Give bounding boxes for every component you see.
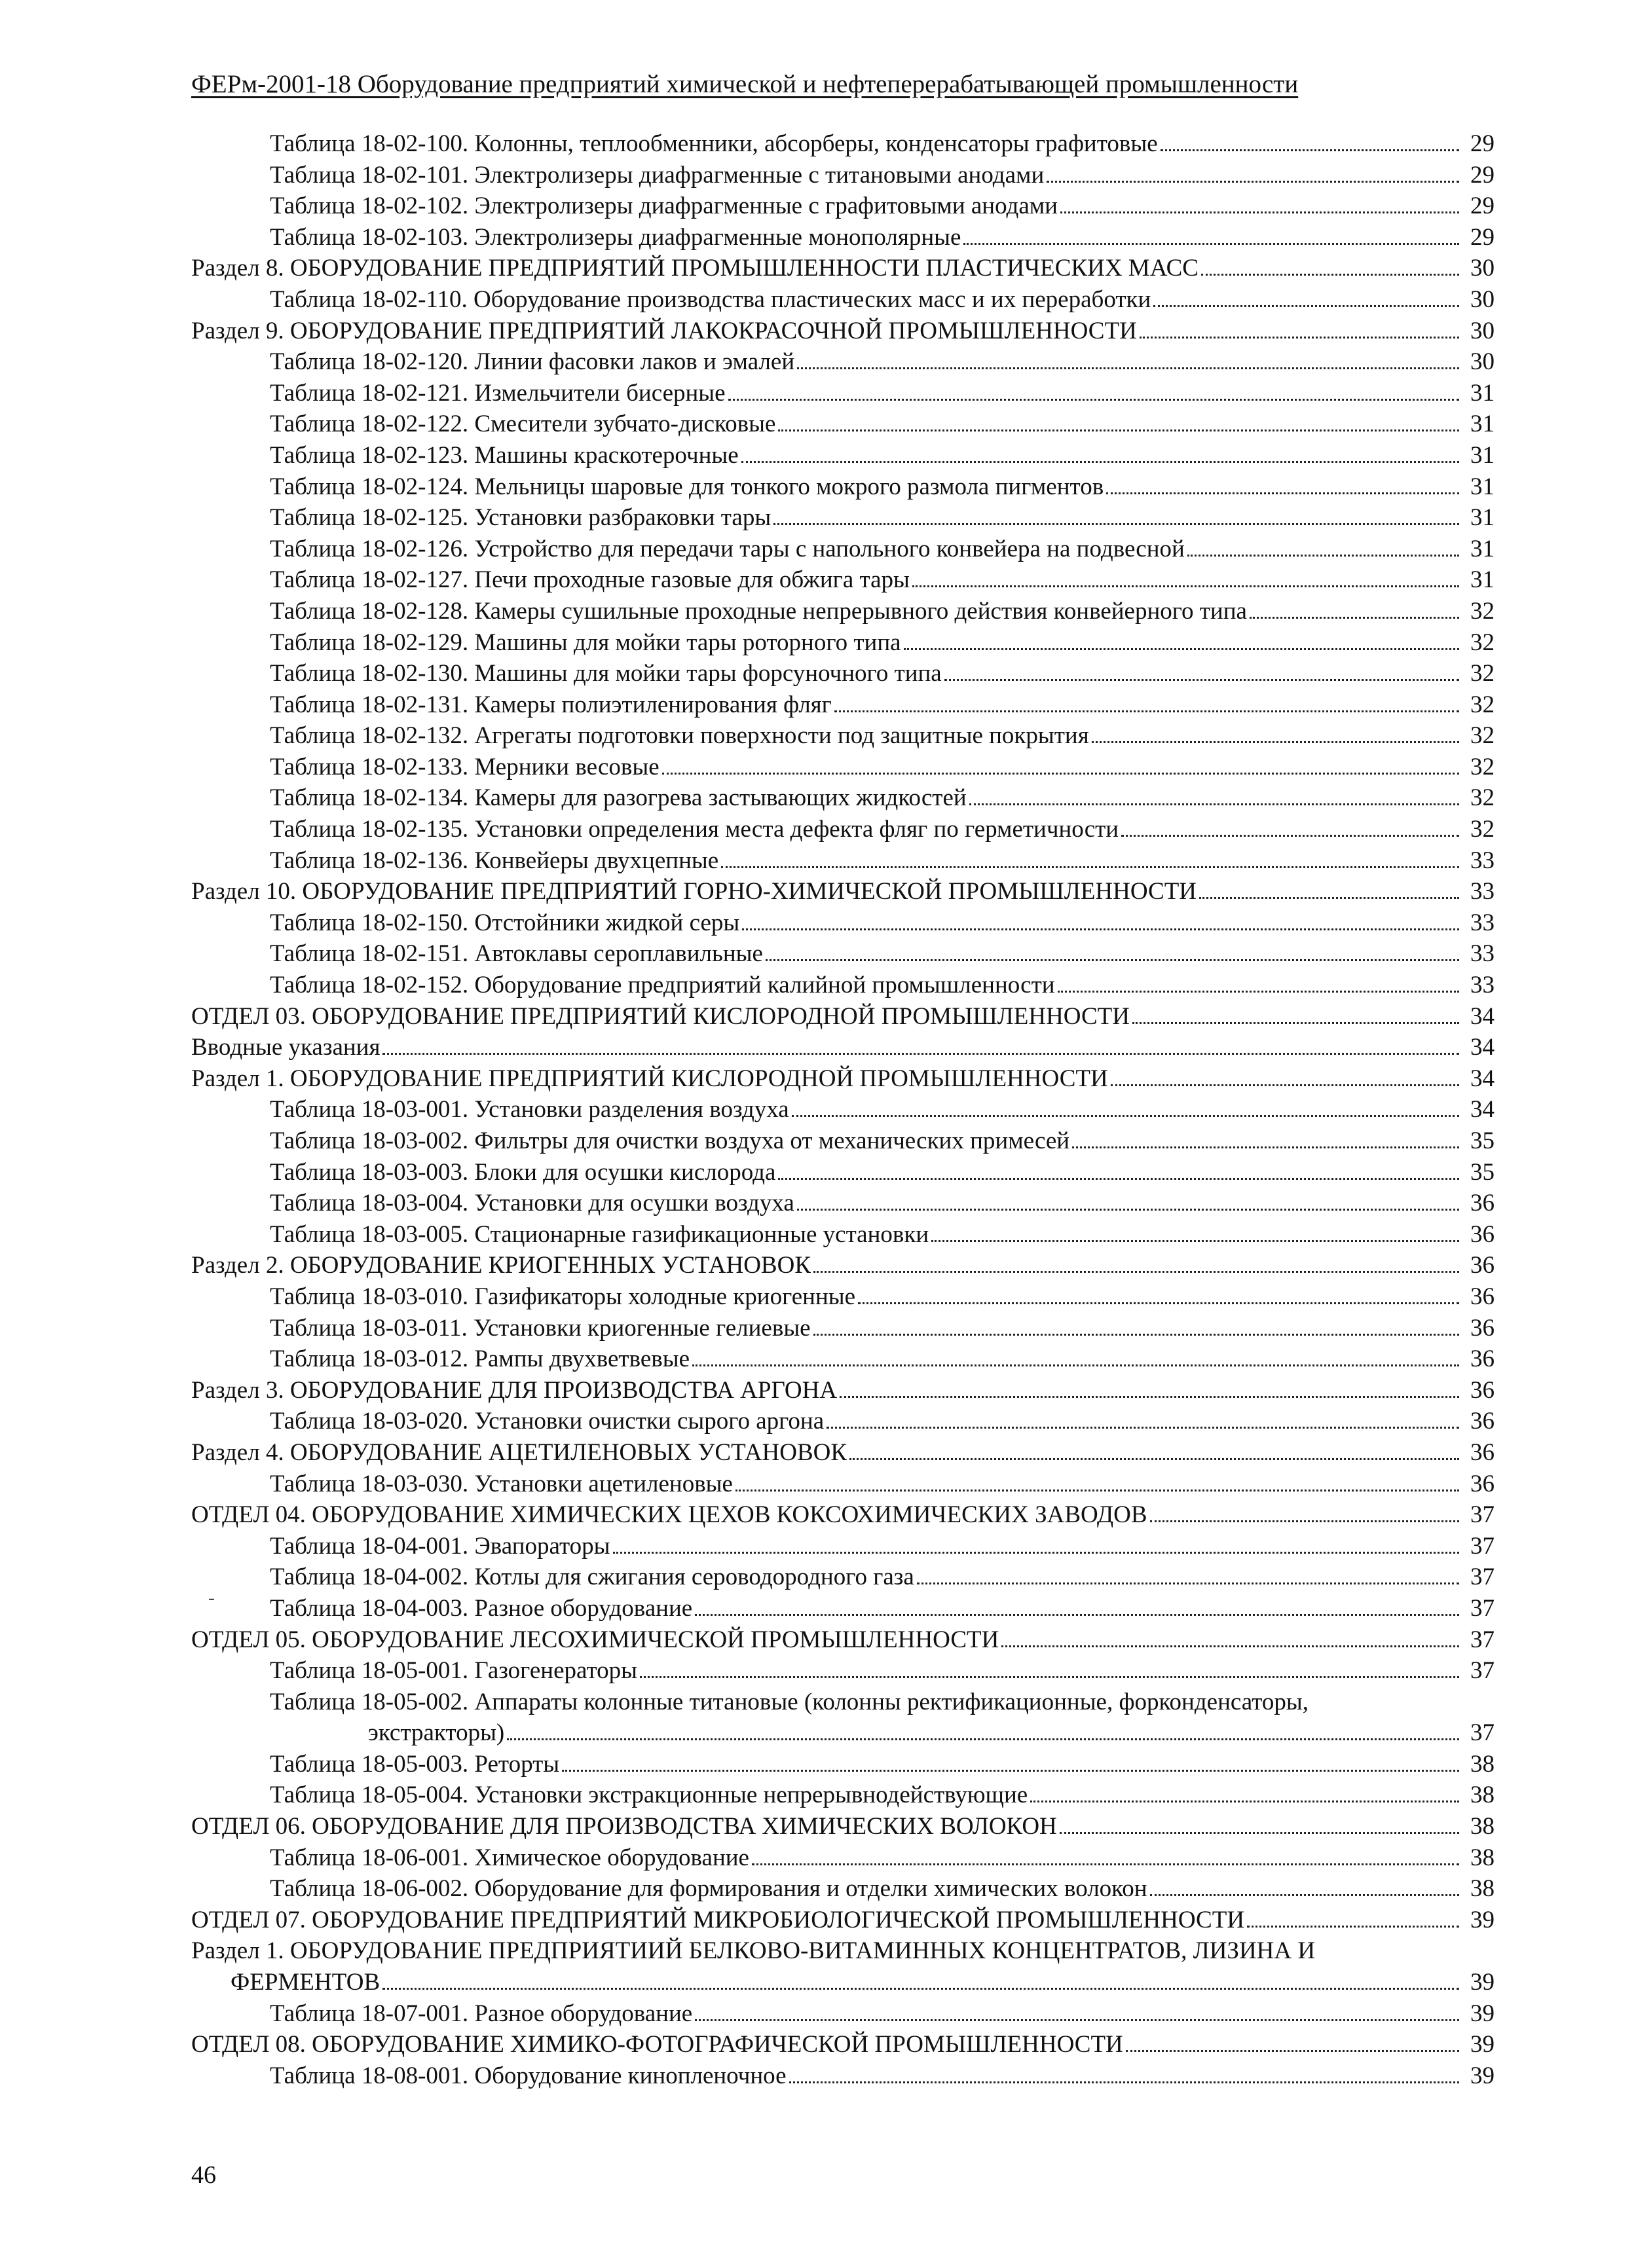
dot-leader (1072, 1146, 1459, 1148)
toc-entry-page: 36 (1470, 1283, 1495, 1310)
toc-entry (191, 1032, 1495, 1063)
toc-entry-label: ОТДЕЛ 03. ОБОРУДОВАНИЕ ПРЕДПРИЯТИЙ КИСЛОРОДНОЙ ПРОМЫШЛЕННОСТИ (191, 1002, 1130, 1030)
toc-entry (191, 409, 1495, 440)
toc-entry-label: Таблица 18-03-001. Установки разделения воздуха (270, 1096, 789, 1124)
dot-leader (741, 460, 1459, 463)
toc-entry-page: 32 (1470, 660, 1495, 687)
toc-entry (191, 1313, 1495, 1344)
toc-entry-label: Таблица 18-05-004. Установки экстракционные непрерывнодействующие (270, 1782, 1028, 1809)
toc-entry-label: Таблица 18-02-121. Измельчители бисерные (270, 379, 726, 407)
toc-entry-page: 34 (1470, 1096, 1495, 1124)
toc-entry-label: Таблица 18-02-136. Конвейеры двухцепные (270, 847, 719, 874)
toc-entry-label: Таблица 18-02-129. Машины для мойки тары роторного типа (270, 629, 901, 656)
dot-leader (695, 1613, 1459, 1616)
dot-leader (1126, 2049, 1459, 2052)
dot-leader (562, 1769, 1459, 1772)
toc-entry-label: Таблица 18-02-131. Камеры полиэтиленирования фляг (270, 691, 832, 718)
toc-entry-label: Таблица 18-02-120. Линии фасовки лаков и эмалей (270, 348, 795, 376)
dot-leader (640, 1675, 1459, 1678)
toc-entry-page: 34 (1470, 1034, 1495, 1061)
toc-entry (191, 160, 1495, 191)
dot-leader (662, 772, 1459, 775)
dot-leader (1111, 1084, 1459, 1086)
dot-leader (1132, 1021, 1459, 1024)
dot-leader (1030, 1800, 1459, 1802)
dot-leader (797, 1208, 1459, 1211)
toc-entry-label: Таблица 18-02-123. Машины краскотерочные (270, 441, 739, 469)
toc-entry (191, 1219, 1495, 1251)
toc-entry-label-continued: ФЕРМЕНТОВ (231, 1969, 381, 1996)
toc-entry (191, 440, 1495, 471)
toc-entry (191, 1250, 1495, 1281)
toc-entry-label: Таблица 18-06-002. Оборудование для формирования и отделки химических волокон (270, 1875, 1147, 1903)
toc-entry-label: Таблица 18-04-002. Котлы для сжигания сероводородного газа (270, 1564, 914, 1591)
toc-entry-page: 32 (1470, 629, 1495, 656)
dot-leader (1121, 834, 1459, 837)
toc-entry-page: 37 (1470, 1594, 1495, 1622)
toc-entry-page: 32 (1470, 753, 1495, 780)
dot-leader (813, 1333, 1459, 1336)
toc-entry-page: 36 (1470, 1252, 1495, 1279)
toc-entry (191, 1873, 1495, 1905)
dot-leader (1150, 1520, 1459, 1522)
dot-leader (778, 429, 1459, 431)
toc-entry-label-continued: экстракторы) (368, 1719, 505, 1747)
toc-entry-page: 33 (1470, 878, 1495, 905)
toc-entry (191, 1998, 1495, 2030)
toc-entry-page: 39 (1470, 2000, 1495, 2027)
dot-leader (1150, 1893, 1459, 1896)
dot-leader (931, 1239, 1459, 1242)
dot-leader (904, 648, 1459, 650)
toc-entry-page: 36 (1470, 1376, 1495, 1404)
dot-leader (742, 928, 1459, 930)
toc-entry (191, 1499, 1495, 1531)
toc-entry (191, 2029, 1495, 2060)
dot-leader (1153, 304, 1459, 307)
toc-entry (191, 720, 1495, 752)
dot-leader (1250, 616, 1459, 619)
dot-leader (1092, 741, 1459, 743)
dot-leader (695, 2019, 1459, 2021)
toc-entry-label: Таблица 18-02-130. Машины для мойки тары форсуночного типа (270, 660, 942, 687)
toc-entry-page: 31 (1470, 535, 1495, 562)
toc-entry-label: ОТДЕЛ 06. ОБОРУДОВАНИЕ ДЛЯ ПРОИЗВОДСТВА ХИМИЧЕСКИХ ВОЛОКОН (191, 1813, 1057, 1840)
dot-leader (1140, 336, 1459, 338)
dot-leader (827, 1426, 1459, 1429)
toc-entry-page: 36 (1470, 1190, 1495, 1217)
dot-leader (1060, 1831, 1459, 1834)
toc-entry-label: Таблица 18-03-011. Установки криогенные гелиевые (270, 1314, 811, 1342)
toc-entry (191, 1811, 1495, 1842)
toc-entry-label: Таблица 18-03-003. Блоки для осушки кислорода (270, 1158, 776, 1186)
toc-entry-page: 34 (1470, 1002, 1495, 1030)
toc-entry-page: 37 (1470, 1719, 1495, 1747)
toc-entry-label: Раздел 8. ОБОРУДОВАНИЕ ПРЕДПРИЯТИЙ ПРОМЫШЛЕННОСТИ ПЛАСТИЧЕСКИХ МАСС (191, 255, 1199, 282)
dot-leader (692, 1364, 1459, 1366)
toc-entry (191, 689, 1495, 721)
dot-leader (752, 1863, 1459, 1865)
toc-entry-page: 36 (1470, 1314, 1495, 1342)
toc-entry-label: Таблица 18-05-003. Реторты (270, 1750, 560, 1778)
toc-entry-page: 38 (1470, 1782, 1495, 1809)
toc-entry-label: Таблица 18-02-135. Установки определения места дефекта фляг по герметичности (270, 816, 1119, 843)
dot-leader (613, 1551, 1459, 1554)
dot-leader (778, 1177, 1459, 1180)
dot-leader (834, 710, 1459, 712)
toc-entry-continuation (270, 1717, 1495, 1749)
toc-entry (191, 1406, 1495, 1437)
dot-leader (735, 1489, 1459, 1491)
toc-entry-page: 31 (1470, 411, 1495, 438)
toc-entry-label: Таблица 18-02-126. Устройство для передачи тары с напольного конвейера на подвесной (270, 535, 1185, 562)
toc-entry-label: Раздел 9. ОБОРУДОВАНИЕ ПРЕДПРИЯТИЙ ЛАКОКРАСОЧНОЙ ПРОМЫШЛЕННОСТИ (191, 317, 1137, 344)
toc-entry-label: Таблица 18-02-152. Оборудование предприятий калийной промышленности (270, 972, 1055, 999)
toc-entry (191, 1469, 1495, 1500)
toc-entry-label: Таблица 18-03-030. Установки ацетиленовые (270, 1470, 733, 1497)
toc-entry-page: 32 (1470, 597, 1495, 625)
toc-entry-page: 37 (1470, 1657, 1495, 1685)
toc-entry-label: Таблица 18-02-122. Смесители зубчато-дисковые (270, 411, 776, 438)
toc-entry-label: Таблица 18-03-005. Стационарные газификационные установки (270, 1220, 929, 1248)
toc-entry (191, 814, 1495, 845)
toc-entry-label: Таблица 18-06-001. Химическое оборудование (270, 1844, 749, 1871)
toc-entry (191, 876, 1495, 907)
toc-entry (191, 284, 1495, 316)
toc-entry (191, 1780, 1495, 1811)
toc-entry-page: 38 (1470, 1813, 1495, 1840)
toc-entry-page: 32 (1470, 691, 1495, 718)
toc-entry-label: Раздел 2. ОБОРУДОВАНИЕ КРИОГЕННЫХ УСТАНОВОК (191, 1252, 811, 1279)
toc-entry-label: Раздел 1. ОБОРУДОВАНИЕ ПРЕДПРИЯТИЙ КИСЛОРОДНОЙ ПРОМЫШЛЕННОСТИ (191, 1065, 1108, 1092)
dot-leader (766, 959, 1459, 961)
toc-entry-page: 38 (1470, 1844, 1495, 1871)
toc-entry-page: 36 (1470, 1220, 1495, 1248)
toc-entry-page: 32 (1470, 722, 1495, 750)
toc-entry-label: Таблица 18-03-004. Установки для осушки воздуха (270, 1190, 794, 1217)
toc-entry (191, 378, 1495, 409)
toc-entry (191, 752, 1495, 783)
toc-entry-page: 34 (1470, 1065, 1495, 1092)
toc-entry-label: Таблица 18-03-020. Установки очистки сырого аргона (270, 1408, 825, 1435)
toc-entry-label: Таблица 18-02-134. Камеры для разогрева застывающих жидкостей (270, 784, 967, 812)
dot-leader (507, 1738, 1459, 1740)
toc-entry-label: Таблица 18-02-124. Мельницы шаровые для тонкого мокрого размола пигментов (270, 473, 1104, 500)
toc-entry (191, 596, 1495, 627)
dot-leader (773, 522, 1459, 525)
toc-entry (191, 1094, 1495, 1125)
toc-entry (191, 2060, 1495, 2092)
toc-entry-label: Таблица 18-02-102. Электролизеры диафрагменные с графитовыми анодами (270, 192, 1058, 220)
toc-entry-page: 32 (1470, 784, 1495, 812)
toc-entry-continuation (191, 1967, 1495, 1998)
toc-entry-label: Таблица 18-02-125. Установки разбраковки тары (270, 504, 772, 532)
toc-entry-label: Вводные указания (191, 1034, 381, 1061)
toc-entry-label: ОТДЕЛ 07. ОБОРУДОВАНИЕ ПРЕДПРИЯТИЙ МИКРОБИОЛОГИЧЕСКОЙ ПРОМЫШЛЕННОСТИ (191, 1906, 1245, 1933)
toc-entry-page: 33 (1470, 940, 1495, 968)
toc-entry (191, 1375, 1495, 1406)
toc-entry-label: Таблица 18-05-001. Газогенераторы (270, 1657, 638, 1685)
toc-entry-label: Раздел 10. ОБОРУДОВАНИЕ ПРЕДПРИЯТИЙ ГОРНО-ХИМИЧЕСКОЙ ПРОМЫШЛЕННОСТИ (191, 878, 1197, 905)
stray-mark: - (208, 1587, 215, 1609)
toc-entry-page: 39 (1470, 2062, 1495, 2089)
toc-entry-label: ОТДЕЛ 05. ОБОРУДОВАНИЕ ЛЕСОХИМИЧЕСКОЙ ПРОМЫШЛЕННОСТИ (191, 1626, 999, 1653)
toc-entry-page: 33 (1470, 972, 1495, 999)
dot-leader (1106, 492, 1459, 494)
toc-entry-page: 30 (1470, 255, 1495, 282)
toc-entry-page: 37 (1470, 1501, 1495, 1529)
dot-leader (813, 1270, 1459, 1273)
dot-leader (789, 2081, 1459, 2083)
toc-entry-label: Таблица 18-05-002. Аппараты колонные титановые (колонны ректификационные, форконденсаторы, (270, 1688, 1309, 1715)
dot-leader (1161, 149, 1459, 151)
toc-entry-page: 36 (1470, 1470, 1495, 1497)
toc-entry-label: Таблица 18-02-150. Отстойники жидкой серы (270, 909, 740, 936)
toc-entry (191, 1344, 1495, 1375)
dot-leader (1058, 990, 1459, 993)
toc-entry (191, 1593, 1495, 1624)
toc-entry-page: 31 (1470, 504, 1495, 532)
toc-entry-page: 32 (1470, 816, 1495, 843)
toc-entry-label: Таблица 18-02-132. Агрегаты подготовки поверхности под защитные покрытия (270, 722, 1089, 750)
toc-entry-label: Таблица 18-02-101. Электролизеры диафрагменные с титановыми анодами (270, 161, 1045, 189)
toc-entry-page: 31 (1470, 473, 1495, 500)
toc-entry-label: Раздел 3. ОБОРУДОВАНИЕ ДЛЯ ПРОИЗВОДСТВА АРГОНА (191, 1376, 838, 1404)
toc-entry (191, 346, 1495, 378)
dot-leader (969, 803, 1459, 805)
dot-leader (382, 1987, 1459, 1990)
toc-entry-label: ОТДЕЛ 04. ОБОРУДОВАНИЕ ХИМИЧЕСКИХ ЦЕХОВ КОКСОХИМИЧЕСКИХ ЗАВОДОВ (191, 1501, 1147, 1529)
dot-leader (728, 398, 1459, 401)
dot-leader (1001, 1645, 1459, 1647)
dot-leader (1199, 896, 1459, 899)
table-of-contents (191, 128, 1495, 2091)
dot-leader (840, 1395, 1459, 1398)
toc-entry (191, 1935, 1495, 1998)
dot-leader (944, 678, 1459, 681)
toc-entry-page: 37 (1470, 1564, 1495, 1591)
toc-entry-page: 29 (1470, 192, 1495, 220)
toc-entry (191, 782, 1495, 814)
toc-entry (191, 1125, 1495, 1157)
running-header: ФЕРм-2001-18 Оборудование предприятий химической и нефтеперерабатывающей промышленности (191, 70, 1299, 98)
dot-leader (1201, 273, 1459, 276)
toc-entry (191, 1157, 1495, 1188)
toc-entry-label: Таблица 18-07-001. Разное оборудование (270, 2000, 693, 2027)
toc-entry-page: 31 (1470, 566, 1495, 594)
dot-leader (1060, 211, 1459, 213)
toc-entry-page: 30 (1470, 317, 1495, 344)
toc-entry-label: Таблица 18-04-003. Разное оборудование (270, 1594, 693, 1622)
toc-entry-page: 37 (1470, 1532, 1495, 1560)
toc-entry-page: 33 (1470, 847, 1495, 874)
toc-entry-label: ОТДЕЛ 08. ОБОРУДОВАНИЕ ХИМИКО-ФОТОГРАФИЧЕСКОЙ ПРОМЫШЛЕННОСТИ (191, 2031, 1123, 2058)
toc-entry-page: 35 (1470, 1127, 1495, 1154)
toc-entry (191, 907, 1495, 939)
toc-entry (191, 1749, 1495, 1780)
toc-entry (191, 128, 1495, 160)
toc-entry (191, 1655, 1495, 1687)
toc-entry-page: 29 (1470, 161, 1495, 189)
toc-entry-label: Таблица 18-02-151. Автоклавы сероплавильные (270, 940, 763, 968)
toc-entry-label: Таблица 18-08-001. Оборудование кинопленочное (270, 2062, 787, 2089)
toc-entry-page: 39 (1470, 2031, 1495, 2058)
toc-entry-page: 39 (1470, 1969, 1495, 1996)
toc-entry-label: Таблица 18-02-128. Камеры сушильные проходные непрерывного действия конвейерного типа (270, 597, 1247, 625)
toc-entry-label: Таблица 18-03-010. Газификаторы холодные криогенные (270, 1283, 856, 1310)
dot-leader (382, 1052, 1459, 1055)
toc-entry-page: 36 (1470, 1408, 1495, 1435)
dot-leader (912, 585, 1459, 587)
dot-leader (963, 242, 1459, 245)
toc-entry-label: Раздел 1. ОБОРУДОВАНИЕ ПРЕДПРИЯТИИЙ БЕЛКОВО-ВИТАМИННЫХ КОНЦЕНТРАТОВ, ЛИЗИНА И (191, 1937, 1316, 1965)
toc-entry (191, 564, 1495, 596)
toc-entry-page: 31 (1470, 441, 1495, 469)
toc-entry-page: 29 (1470, 223, 1495, 251)
toc-entry (191, 502, 1495, 534)
dot-leader (1187, 554, 1459, 557)
toc-entry-label: Таблица 18-02-110. Оборудование производства пластических масс и их переработки (270, 285, 1151, 313)
toc-entry (191, 253, 1495, 284)
toc-entry (191, 845, 1495, 877)
toc-entry-label: Таблица 18-02-100. Колонны, теплообменники, абсорберы, конденсаторы графитовые (270, 130, 1158, 157)
toc-entry (191, 1281, 1495, 1313)
toc-entry-page: 30 (1470, 348, 1495, 376)
dot-leader (1047, 180, 1459, 183)
toc-entry (191, 627, 1495, 659)
toc-entry-label: Таблица 18-02-127. Печи проходные газовые для обжига тары (270, 566, 910, 594)
toc-entry (191, 471, 1495, 503)
toc-entry (191, 316, 1495, 347)
toc-entry (191, 1624, 1495, 1656)
page-number: 46 (191, 2161, 216, 2189)
toc-entry (191, 1687, 1495, 1749)
toc-entry-page: 37 (1470, 1626, 1495, 1653)
toc-entry-label: Таблица 18-02-133. Мерники весовые (270, 753, 660, 780)
toc-entry-page: 36 (1470, 1345, 1495, 1373)
dot-leader (721, 866, 1459, 868)
toc-entry (191, 1905, 1495, 1936)
toc-entry (191, 658, 1495, 689)
dot-leader (849, 1457, 1459, 1460)
toc-entry (191, 938, 1495, 970)
toc-entry (191, 1063, 1495, 1095)
toc-entry (191, 1188, 1495, 1219)
toc-entry-page: 33 (1470, 909, 1495, 936)
dot-leader (797, 367, 1459, 369)
toc-entry-page: 38 (1470, 1750, 1495, 1778)
toc-entry (191, 1531, 1495, 1562)
toc-entry-page: 39 (1470, 1906, 1495, 1933)
toc-entry-page: 35 (1470, 1158, 1495, 1186)
toc-entry-page: 29 (1470, 130, 1495, 157)
toc-entry-label: Таблица 18-03-002. Фильтры для очистки воздуха от механических примесей (270, 1127, 1070, 1154)
toc-entry-label: Таблица 18-04-001. Эвапораторы (270, 1532, 610, 1560)
toc-entry (191, 970, 1495, 1001)
dot-leader (917, 1582, 1459, 1584)
toc-entry-page: 31 (1470, 379, 1495, 407)
toc-entry (191, 1842, 1495, 1874)
toc-entry (191, 222, 1495, 253)
toc-entry-label: Раздел 4. ОБОРУДОВАНИЕ АЦЕТИЛЕНОВЫХ УСТАНОВОК (191, 1438, 847, 1466)
toc-entry (191, 191, 1495, 222)
toc-entry (191, 1437, 1495, 1469)
toc-entry-page: 36 (1470, 1438, 1495, 1466)
toc-entry-page: 30 (1470, 285, 1495, 313)
toc-entry (191, 534, 1495, 565)
dot-leader (858, 1302, 1459, 1304)
toc-entry (191, 1001, 1495, 1033)
toc-entry-label: Таблица 18-02-103. Электролизеры диафрагменные монополярные (270, 223, 961, 251)
toc-entry-page: 38 (1470, 1875, 1495, 1903)
toc-entry-label: Таблица 18-03-012. Рампы двухветвевые (270, 1345, 690, 1373)
toc-entry (191, 1562, 1495, 1593)
dot-leader (1247, 1925, 1459, 1928)
dot-leader (792, 1114, 1459, 1117)
